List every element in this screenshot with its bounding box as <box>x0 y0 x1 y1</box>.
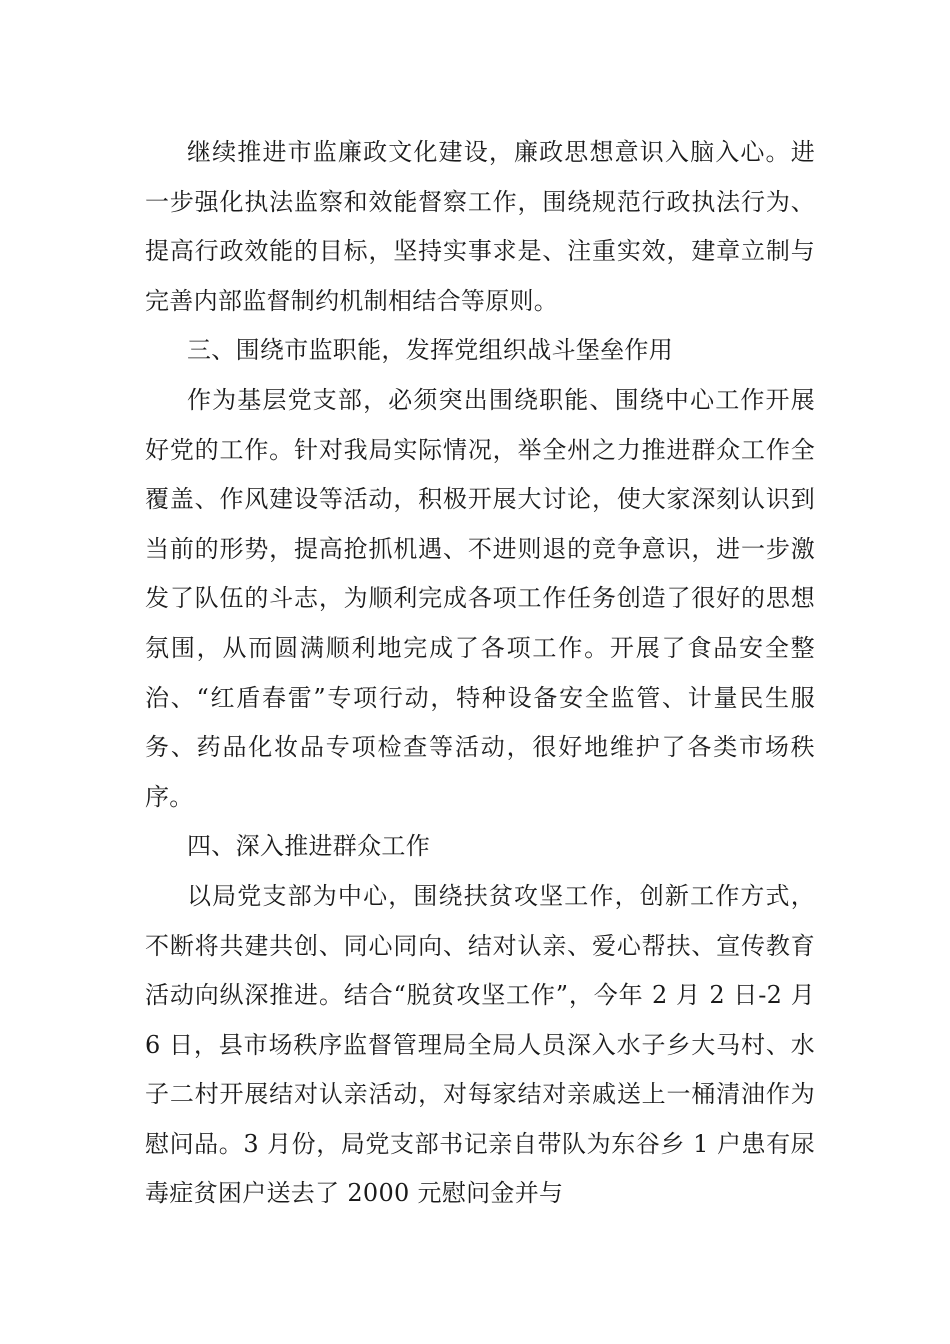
paragraph-integrity-culture: 继续推进市监廉政文化建设，廉政思想意识入脑入心。进一步强化执法监察和效能督察工作，围绕规范行政执法行为、提高行政效能的目标，坚持实事求是、注重实效，建章立制与完善内部监督制约机制相结合等原则。 <box>145 138 815 315</box>
section-heading-three: 三、围绕市监职能，发挥党组织战斗堡垒作用 <box>187 336 673 365</box>
paragraph-mass-work: 以局党支部为中心，围绕扶贫攻坚工作，创新工作方式，不断将共建共创、同心同向、结对认亲、爱心帮扶、宣传教育活动向纵深推进。结合“脱贫攻坚工作”，今年 2 月 2 日-2 月 6 日，县市场秩序监督管理局全局人员深入水子乡大马村、水子二村开展结对认亲活动，对每家结对亲戚送上一桶清油作为慰问品。3 月份，局党支部书记亲自带队为东谷乡 1 户患有尿毒症贫困户送去了 2000 元慰问金并与 <box>145 881 815 1208</box>
document-body <box>145 128 815 1219</box>
section-heading-four: 四、深入推进群众工作 <box>187 832 430 861</box>
paragraph-party-branch-work: 作为基层党支部，必须突出围绕职能、围绕中心工作开展好党的工作。针对我局实际情况，举全州之力推进群众工作全覆盖、作风建设等活动，积极开展大讨论，使大家深刻认识到当前的形势，提高抢抓机遇、不进则退的竞争意识，进一步激发了队伍的斗志，为顺利完成各项工作任务创造了很好的思想氛围，从而圆满顺利地完成了各项工作。开展了食品安全整治、“红盾春雷”专项行动，特种设备安全监管、计量民生服务、药品化妆品专项检查等活动，很好地维护了各类市场秩序。 <box>145 385 815 811</box>
